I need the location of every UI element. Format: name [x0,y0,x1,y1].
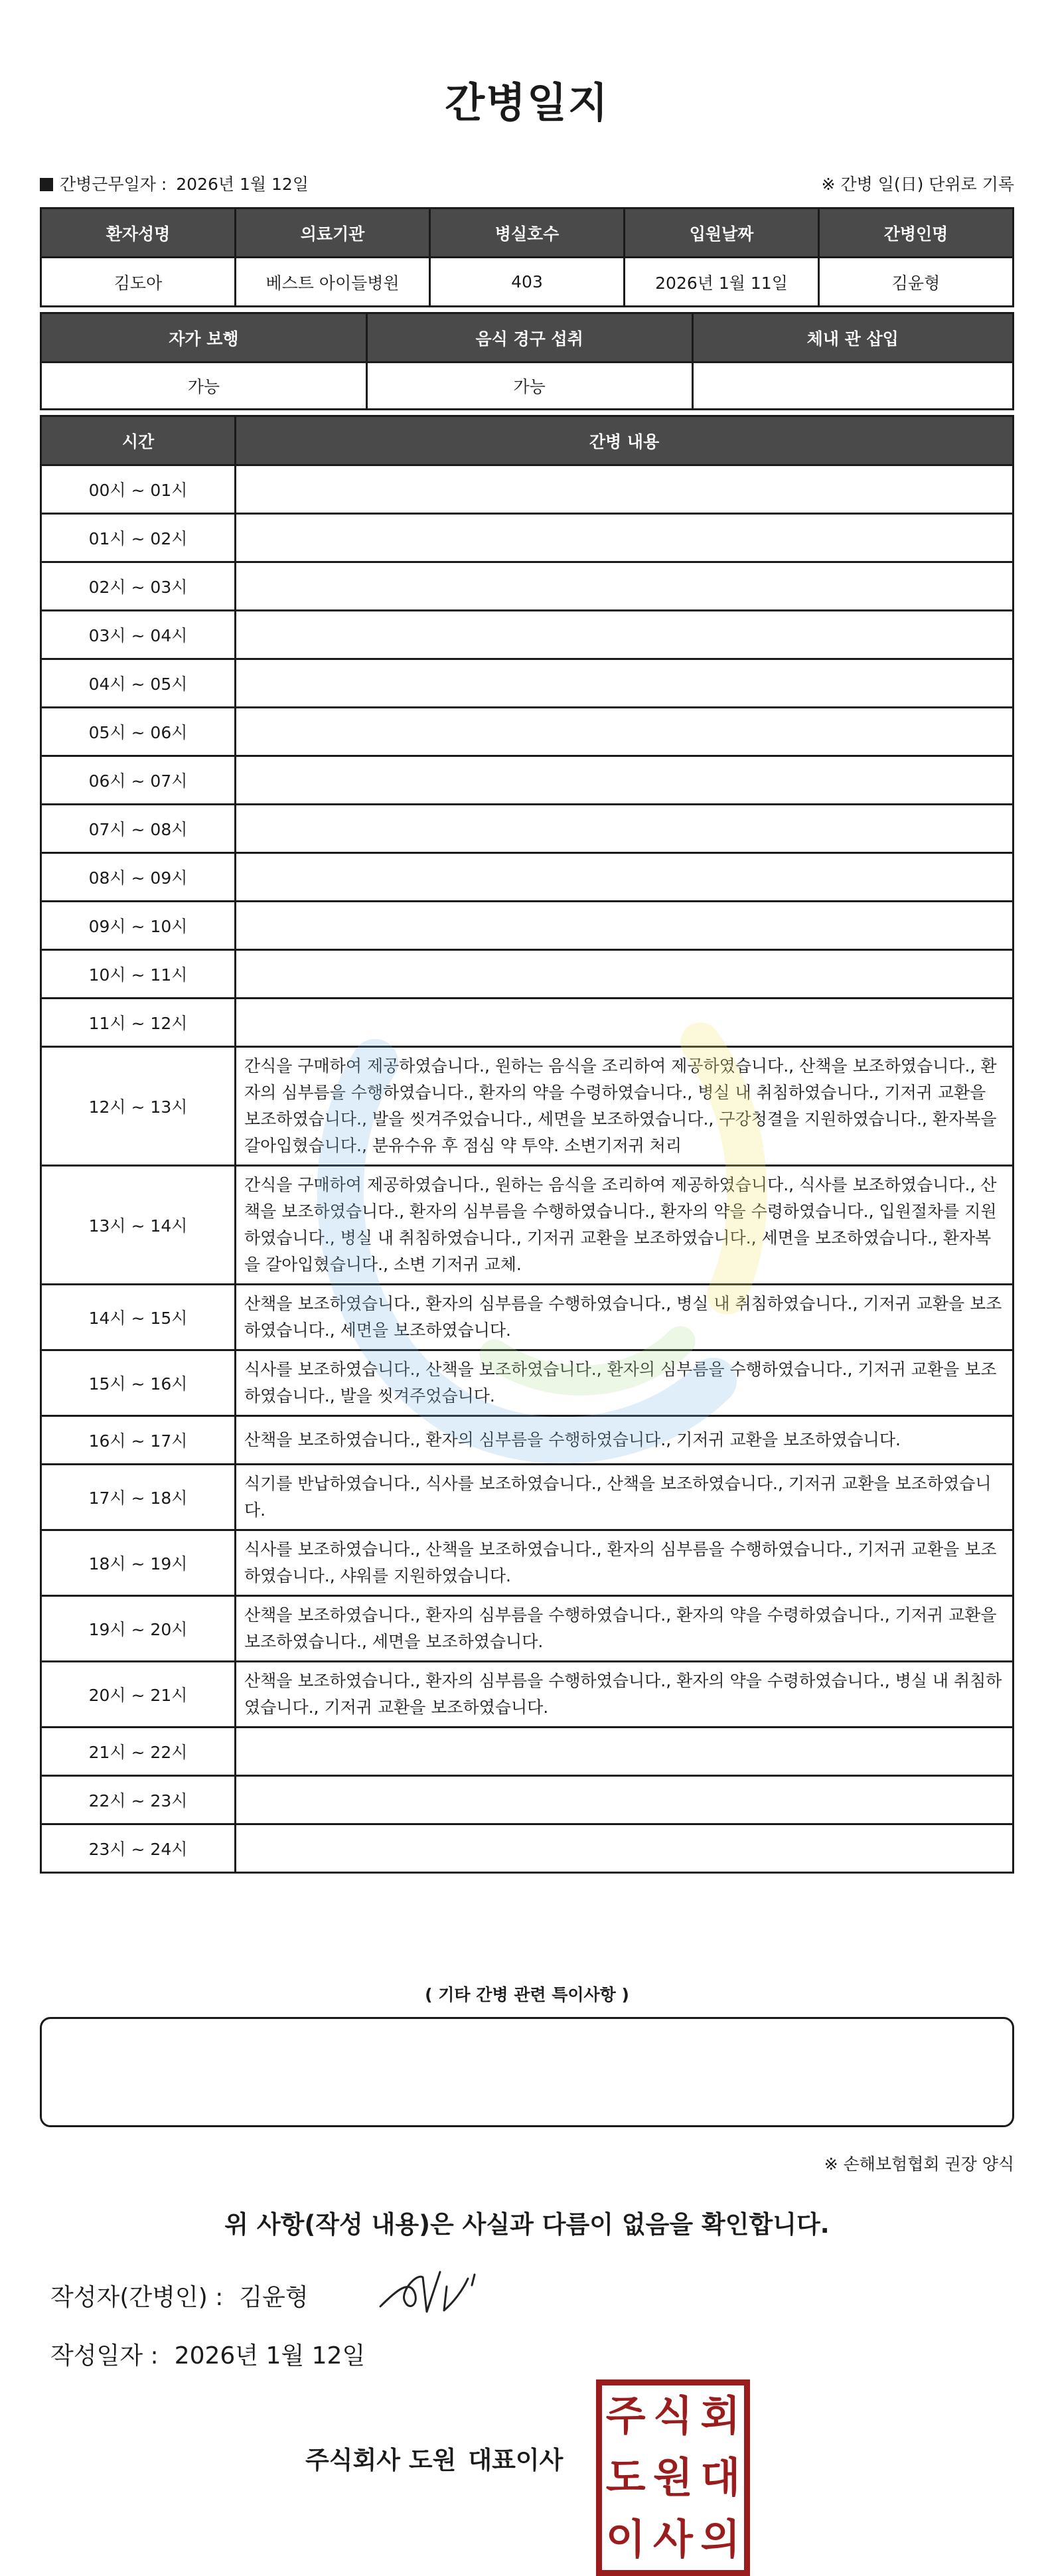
seal-char: 대 [700,2453,741,2502]
time-cell: 13시 ~ 14시 [41,1166,236,1285]
meta-row [40,171,1014,198]
content-cell [236,756,1014,805]
table-row [41,1350,1014,1416]
write-date-line [50,2337,365,2371]
remarks-box [40,2017,1014,2127]
table-row [41,708,1014,756]
header-care-content: 간병 내용 [236,416,1014,465]
care-log-table [40,415,1014,1874]
content-cell: 식기를 반납하였습니다., 식사를 보조하였습니다., 산책을 보조하였습니다., 기저귀 교환을 보조하였습니다. [236,1465,1014,1530]
time-cell: 00시 ~ 01시 [41,465,236,514]
content-cell: 산책을 보조하였습니다., 환자의 심부름을 수행하였습니다., 병실 내 취침하였습니다., 기저귀 교환을 보조하였습니다., 세면을 보조하였습니다. [236,1285,1014,1350]
work-date-label: 간병근무일자 : [60,175,167,194]
time-cell: 22시 ~ 23시 [41,1776,236,1824]
header-hospital: 의료기관 [236,208,430,258]
content-cell [236,1728,1014,1776]
seal-char: 식 [653,2391,693,2441]
table-row [41,1596,1014,1662]
writer-name: 김윤형 [239,2284,309,2311]
content-cell [236,562,1014,611]
time-cell: 18시 ~ 19시 [41,1530,236,1596]
seal-char: 사 [653,2514,693,2563]
time-cell: 03시 ~ 04시 [41,611,236,659]
content-cell [236,611,1014,659]
admission-date: 2026년 1월 11일 [625,258,819,307]
writer-label: 작성자(간병인) : [50,2284,224,2311]
patient-ability-table [40,312,1014,410]
seal-char: 회 [700,2391,741,2441]
content-cell [236,1776,1014,1824]
document-title: 간병일지 [445,78,609,127]
table-row [41,950,1014,999]
handwritten-signature [375,2259,488,2325]
header-room: 병실호수 [430,208,625,258]
square-bullet-icon [40,178,53,191]
time-cell: 17시 ~ 18시 [41,1465,236,1530]
confirmation-statement: 위 사항(작성 내용)은 사실과 다름이 없음을 확인합니다. [224,2210,830,2239]
time-cell: 08시 ~ 09시 [41,853,236,902]
time-cell: 02시 ~ 03시 [41,562,236,611]
seal-char: 도 [605,2453,646,2502]
table-row [41,514,1014,562]
company-seal-stamp [596,2379,750,2576]
work-date [40,171,309,195]
company-line [305,2440,563,2476]
table-row [41,1776,1014,1824]
content-cell [236,805,1014,853]
content-cell: 식사를 보조하였습니다., 산책을 보조하였습니다., 환자의 심부름을 수행하였습니다., 기저귀 교환을 보조하였습니다., 발을 씻겨주었습니다. [236,1350,1014,1416]
time-cell: 15시 ~ 16시 [41,1350,236,1416]
remarks-title: ( 기타 간병 관련 특이사항 ) [425,1985,629,2004]
table-row [41,465,1014,514]
content-cell: 산책을 보조하였습니다., 환자의 심부름을 수행하였습니다., 환자의 약을 수령하였습니다., 병실 내 취침하였습니다., 기저귀 교환을 보조하였습니다. [236,1662,1014,1728]
write-date-label: 작성일자 : [50,2342,159,2370]
content-cell: 간식을 구매하여 제공하였습니다., 원하는 음식을 조리하여 제공하였습니다., 식사를 보조하였습니다., 산책을 보조하였습니다., 환자의 심부름을 수행하였습니다., 환자의 약을 수령하였습니다., 입원절차를 지원하였습니다., 병실 내 취침하였습니다., 기저귀 교환을 보조하였습니다., 세면을 보조하였습니다., 환자복을 갈아입혔습니다., 소변 기저귀 교체. [236,1166,1014,1285]
content-cell [236,708,1014,756]
table-row [41,853,1014,902]
content-cell [236,950,1014,999]
table-row [41,1530,1014,1596]
form-footnote: ※ 손해보험협회 권장 양식 [824,2154,1014,2174]
table-row [41,999,1014,1047]
write-date-value: 2026년 1월 12일 [174,2342,366,2370]
time-cell: 12시 ~ 13시 [41,1047,236,1166]
table-row [41,1285,1014,1350]
time-cell: 16시 ~ 17시 [41,1416,236,1465]
time-cell: 20시 ~ 21시 [41,1662,236,1728]
table-row [41,562,1014,611]
content-cell: 산책을 보조하였습니다., 환자의 심부름을 수행하였습니다., 환자의 약을 수령하였습니다., 기저귀 교환을 보조하였습니다., 세면을 보조하였습니다. [236,1596,1014,1662]
patient-info-table [40,207,1014,307]
time-cell: 23시 ~ 24시 [41,1824,236,1873]
table-row [41,1824,1014,1873]
content-cell [236,659,1014,708]
time-cell: 06시 ~ 07시 [41,756,236,805]
content-cell [236,1824,1014,1873]
time-cell: 04시 ~ 05시 [41,659,236,708]
content-cell [236,902,1014,950]
unit-note: ※ 간병 일(日) 단위로 기록 [821,175,1014,194]
header-self-walking: 자가 보행 [41,313,367,362]
seal-char: 이 [605,2514,646,2563]
hospital-name: 베스트 아이들병원 [236,258,430,307]
header-admission-date: 입원날짜 [625,208,819,258]
company-name: 주식회사 도원 [305,2446,457,2474]
time-cell: 01시 ~ 02시 [41,514,236,562]
table-row [41,1465,1014,1530]
table-row [41,1416,1014,1465]
self-walking-value: 가능 [41,362,367,410]
table-row [41,756,1014,805]
header-time: 시간 [41,416,236,465]
table-row [41,1166,1014,1285]
care-log-rows [41,465,1014,1873]
time-cell: 07시 ~ 08시 [41,805,236,853]
time-cell: 10시 ~ 11시 [41,950,236,999]
work-date-value: 2026년 1월 12일 [176,175,309,194]
header-tube-insertion: 체내 관 삽입 [692,313,1013,362]
seal-char: 의 [700,2514,741,2563]
header-patient-name: 환자성명 [41,208,236,258]
seal-char: 원 [653,2453,693,2502]
content-cell [236,853,1014,902]
tube-insertion-value [692,362,1013,410]
time-cell: 19시 ~ 20시 [41,1596,236,1662]
table-row [41,805,1014,853]
oral-intake-value: 가능 [366,362,692,410]
time-cell: 14시 ~ 15시 [41,1285,236,1350]
time-cell: 09시 ~ 10시 [41,902,236,950]
content-cell [236,514,1014,562]
table-row [41,611,1014,659]
caregiver-name: 김윤형 [819,258,1014,307]
time-cell: 11시 ~ 12시 [41,999,236,1047]
writer-line [50,2279,309,2312]
patient-name: 김도아 [41,258,236,307]
header-caregiver: 간병인명 [819,208,1014,258]
room-number: 403 [430,258,625,307]
company-role: 대표이사 [468,2446,564,2474]
table-row [41,1662,1014,1728]
content-cell [236,465,1014,514]
table-row [41,1047,1014,1166]
content-cell: 간식을 구매하여 제공하였습니다., 원하는 음식을 조리하여 제공하였습니다., 산책을 보조하였습니다., 환자의 심부름을 수행하였습니다., 환자의 약을 수령하였습니다., 병실 내 취침하였습니다., 기저귀 교환을 보조하였습니다., 발을 씻겨주었습니다., 세면을 보조하였습니다., 구강청결을 지원하였습니다., 환자복을 갈아입혔습니다., 분유수유 후 점심 약 투약. 소변기저귀 처리 [236,1047,1014,1166]
content-cell: 식사를 보조하였습니다., 산책을 보조하였습니다., 환자의 심부름을 수행하였습니다., 기저귀 교환을 보조하였습니다., 샤워를 지원하였습니다. [236,1530,1014,1596]
content-cell [236,999,1014,1047]
time-cell: 05시 ~ 06시 [41,708,236,756]
table-row [41,659,1014,708]
table-row [41,902,1014,950]
table-row [41,1728,1014,1776]
header-oral-intake: 음식 경구 섭취 [366,313,692,362]
time-cell: 21시 ~ 22시 [41,1728,236,1776]
seal-char: 주 [605,2391,646,2441]
content-cell: 산책을 보조하였습니다., 환자의 심부름을 수행하였습니다., 기저귀 교환을 보조하였습니다. [236,1416,1014,1465]
